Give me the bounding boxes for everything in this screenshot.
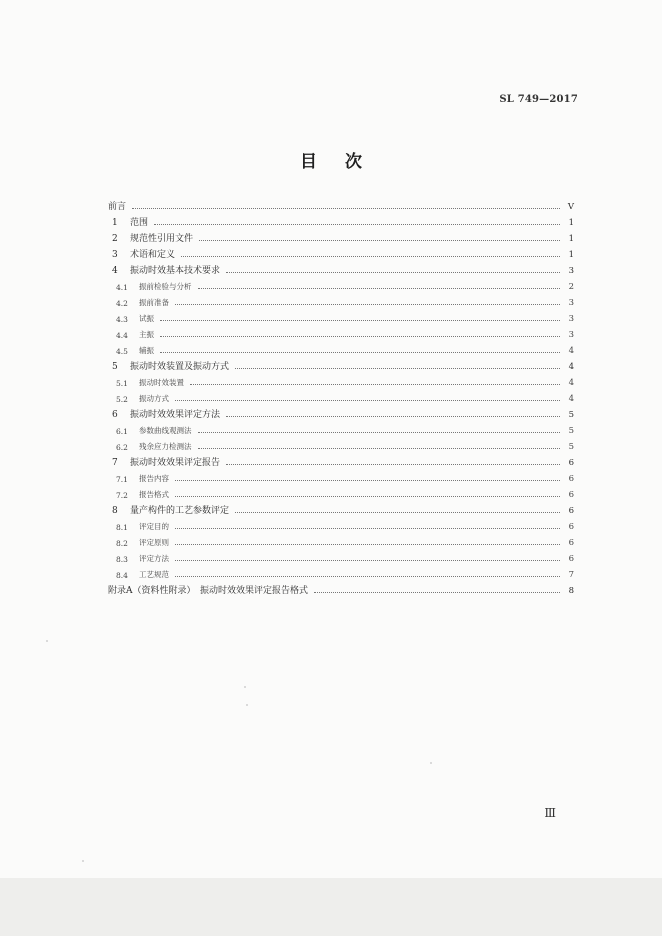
toc-dot-leader (181, 256, 560, 257)
toc-entry-page: 8 (568, 586, 574, 596)
toc-entry-page: 1 (568, 218, 574, 228)
toc-entry-title: 报告格式 (139, 490, 169, 499)
toc-dot-leader (199, 240, 560, 241)
toc-entry-number: 8.4 (116, 571, 128, 580)
toc-entry-page: 4 (568, 394, 574, 404)
toc-entry[interactable] (108, 484, 574, 500)
toc-dot-leader (175, 560, 560, 561)
toc-dot-leader (190, 384, 560, 385)
toc-entry-number: 4 (112, 266, 118, 276)
toc-entry-number: 5.1 (116, 379, 128, 388)
toc-dot-leader (226, 416, 560, 417)
toc-entry-number: 3 (112, 250, 118, 260)
toc-entry[interactable] (108, 292, 574, 308)
toc-entry-page: 4 (568, 362, 574, 372)
toc-entry-title: 主振 (139, 330, 154, 339)
toc-entry[interactable] (108, 388, 574, 404)
toc-entry[interactable] (108, 372, 574, 388)
toc-entry-page: 3 (568, 266, 574, 276)
toc-entry[interactable] (108, 260, 574, 276)
toc-entry-number: 4.2 (116, 299, 128, 308)
toc-dot-leader (175, 528, 560, 529)
toc-entry[interactable] (108, 308, 574, 324)
toc-entry-title: 振前准备 (139, 298, 169, 307)
toc-entry-page: 6 (568, 554, 574, 564)
toc-dot-leader (175, 304, 560, 305)
toc-entry-number: 7 (112, 458, 118, 468)
toc-entry[interactable] (108, 580, 574, 596)
toc-entry[interactable] (108, 420, 574, 436)
toc-entry-number: 8 (112, 506, 118, 516)
toc-entry-page: 6 (568, 538, 574, 548)
toc-entry[interactable] (108, 404, 574, 420)
toc-entry-page: 5 (568, 410, 574, 420)
toc-entry-page: 2 (568, 282, 574, 292)
scan-speck (82, 860, 84, 862)
toc-entry-title: 评定目的 (139, 522, 169, 531)
toc-entry-title: 工艺规范 (139, 570, 169, 579)
toc-entry-title: 振动时效效果评定方法 (130, 410, 221, 420)
toc-entry-number: 4.3 (116, 315, 128, 324)
standard-code: SL 749—2017 (499, 94, 578, 105)
toc-entry[interactable] (108, 500, 574, 516)
page-number: Ⅲ (544, 806, 556, 820)
toc-entry[interactable] (108, 468, 574, 484)
page-title: 目次 (300, 152, 390, 172)
toc-entry-page: 4 (568, 378, 574, 388)
toc-entry-page: 1 (568, 234, 574, 244)
toc-dot-leader (160, 336, 560, 337)
toc-entry-title: 范围 (130, 218, 149, 228)
toc-entry-title: 报告内容 (139, 474, 169, 483)
toc-entry-title: 术语和定义 (130, 250, 176, 260)
toc-entry[interactable] (108, 324, 574, 340)
toc-entry-number: 4.1 (116, 283, 128, 292)
toc-entry-number: 6.1 (116, 427, 128, 436)
toc-entry[interactable] (108, 356, 574, 372)
toc-dot-leader (160, 320, 560, 321)
toc-entry-title: 振动时效装置 (139, 378, 184, 387)
toc-dot-leader (175, 544, 560, 545)
scan-speck (46, 640, 48, 642)
scan-speck (430, 762, 432, 764)
toc-entry-title: 规范性引用文件 (130, 234, 194, 244)
toc-dot-leader (175, 480, 560, 481)
toc-entry-page: 6 (568, 474, 574, 484)
toc-entry[interactable] (108, 212, 574, 228)
scan-speck (244, 686, 246, 688)
toc-entry-number: 5.2 (116, 395, 128, 404)
toc-entry[interactable] (108, 228, 574, 244)
toc-dot-leader (175, 576, 560, 577)
toc-entry[interactable] (108, 564, 574, 580)
toc-dot-leader (132, 208, 560, 209)
toc-entry[interactable] (108, 548, 574, 564)
toc-entry-page: 1 (568, 250, 574, 260)
toc-entry-number: 8.3 (116, 555, 128, 564)
toc-entry-title: 残余应力检测法 (139, 442, 192, 451)
toc-dot-leader (235, 368, 560, 369)
toc-entry-page: 3 (568, 298, 574, 308)
toc-entry-title: 参数曲线观测法 (139, 426, 192, 435)
toc-entry-number: 1 (112, 218, 118, 228)
toc-entry[interactable] (108, 532, 574, 548)
toc-entry[interactable] (108, 244, 574, 260)
toc-entry-title: 前言 (108, 202, 127, 212)
toc-entry[interactable] (108, 196, 574, 212)
toc-dot-leader (235, 512, 560, 513)
toc-entry-title: 量产构件的工艺参数评定 (130, 506, 230, 516)
toc-dot-leader (198, 432, 561, 433)
toc-entry-page: 3 (568, 330, 574, 340)
toc-entry-title: 振动时效基本技术要求 (130, 266, 221, 276)
toc-entry-page: 6 (568, 522, 574, 532)
toc-entry-page: 6 (568, 458, 574, 468)
toc-entry-number: 6 (112, 410, 118, 420)
toc-entry-title: 辅振 (139, 346, 154, 355)
toc-dot-leader (175, 496, 560, 497)
toc-entry-number: 5 (112, 362, 118, 372)
toc-entry-number: 8.1 (116, 523, 128, 532)
toc-entry-page: 4 (568, 346, 574, 356)
toc-entry-title: 评定原则 (139, 538, 169, 547)
toc-entry-title: 附录A（资料性附录） 振动时效效果评定报告格式 (108, 586, 309, 596)
toc-entry-title: 振动方式 (139, 394, 169, 403)
toc-entry-number: 4.4 (116, 331, 128, 340)
toc-entry-number: 6.2 (116, 443, 128, 452)
toc-entry[interactable] (108, 452, 574, 468)
table-of-contents (108, 196, 574, 596)
scan-speck (246, 704, 248, 706)
toc-entry-page: 6 (568, 490, 574, 500)
toc-dot-leader (198, 448, 561, 449)
toc-entry-page: 3 (568, 314, 574, 324)
toc-dot-leader (175, 400, 560, 401)
toc-entry-page: V (567, 202, 574, 212)
toc-entry-number: 8.2 (116, 539, 128, 548)
toc-dot-leader (160, 352, 560, 353)
toc-entry[interactable] (108, 340, 574, 356)
toc-entry-number: 7.2 (116, 491, 128, 500)
toc-entry-title: 振前检验与分析 (139, 282, 192, 291)
scan-background (0, 878, 662, 936)
toc-entry-title: 试振 (139, 314, 154, 323)
toc-entry-page: 6 (568, 506, 574, 516)
toc-entry-number: 4.5 (116, 347, 128, 356)
toc-entry-title: 振动时效装置及振动方式 (130, 362, 230, 372)
toc-entry[interactable] (108, 436, 574, 452)
toc-entry[interactable] (108, 516, 574, 532)
toc-entry-page: 7 (568, 570, 574, 580)
toc-dot-leader (226, 464, 560, 465)
toc-dot-leader (226, 272, 560, 273)
toc-dot-leader (314, 592, 560, 593)
toc-entry-number: 2 (112, 234, 118, 244)
toc-entry-page: 5 (568, 426, 574, 436)
toc-entry-page: 5 (568, 442, 574, 452)
toc-dot-leader (198, 288, 561, 289)
toc-dot-leader (154, 224, 560, 225)
toc-entry-title: 振动时效效果评定报告 (130, 458, 221, 468)
toc-entry-title: 评定方法 (139, 554, 169, 563)
toc-entry[interactable] (108, 276, 574, 292)
toc-entry-number: 7.1 (116, 475, 128, 484)
